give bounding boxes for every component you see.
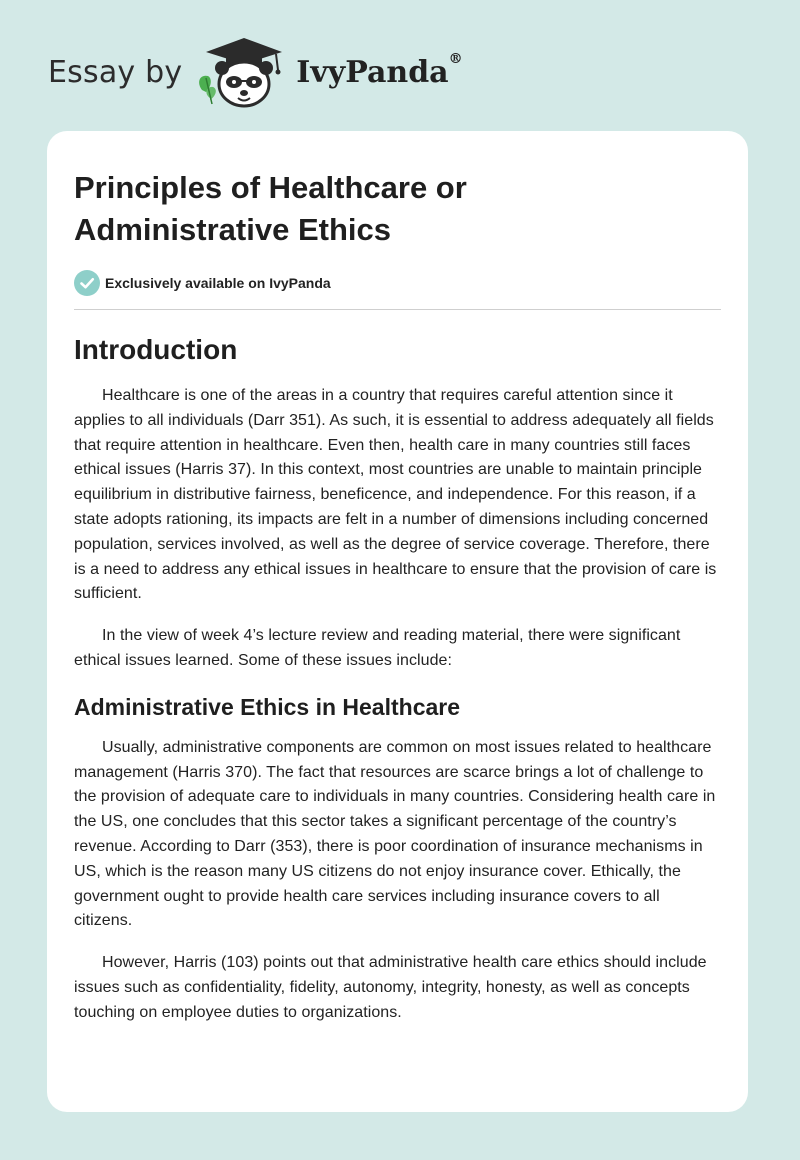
section-heading-administrative-ethics: Administrative Ethics in Healthcare [74,693,461,720]
page-title: Principles of Healthcare or Administrative Ethics [74,170,467,247]
paragraph: Healthcare is one of the areas in a country that requires careful attention since it applies to all individuals (Darr 351). As such, it is essential to address adequately all fields that require attention in healthcare. Even then, health care in many countries still faces ethical issues (Harris 37). In this context, most countries are unable to maintain principle equilibrium in distributive fairness, beneficence, and independence. For this reason, if a state adopts rationing, its impacts are felt in a number of dimensions including concerned population, services involved, as well as the degree of service coverage. Therefore, there is a need to address any ethical issues in healthcare to ensure that the provision of care is sufficient. [74,387,717,603]
exclusive-badge-label: Exclusively available on IvyPanda [105,275,331,291]
paragraph: However, Harris (103) points out that administrative health care ethics should include issues such as confidentiality, fidelity, autonomy, integrity, honesty, as well as concepts touching on employee duties to organizations. [74,954,707,1021]
exclusive-badge [74,270,721,296]
registered-mark: ® [448,50,463,67]
paragraph: In the view of week 4’s lecture review and reading material, there were significant ethical issues learned. Some of these issues include: [74,627,681,669]
panda-graduate-icon [196,34,292,110]
essay-by-label: Essay by [48,54,183,90]
brand-name-text: IvyPanda [296,54,449,90]
site-header [48,34,463,110]
article-card [47,131,748,1112]
brand-name [296,50,463,90]
paragraph: Usually, administrative components are common on most issues related to healthcare management (Harris 370). The fact that resources are scarce brings a lot of challenge to the provision of adequate care to individuals in many countries. Considering health care in the US, one concludes that this sector takes a significant percentage of the country’s revenue. According to Darr (353), there is poor coordination of insurance mechanisms in US, which is the reason many US citizens do not enjoy insurance cover. Ethically, the government ought to provide health care services including insurance covers to all citizens. [74,738,716,930]
check-circle-icon [74,270,100,296]
section-heading-introduction: Introduction [74,334,238,365]
divider [74,309,721,310]
